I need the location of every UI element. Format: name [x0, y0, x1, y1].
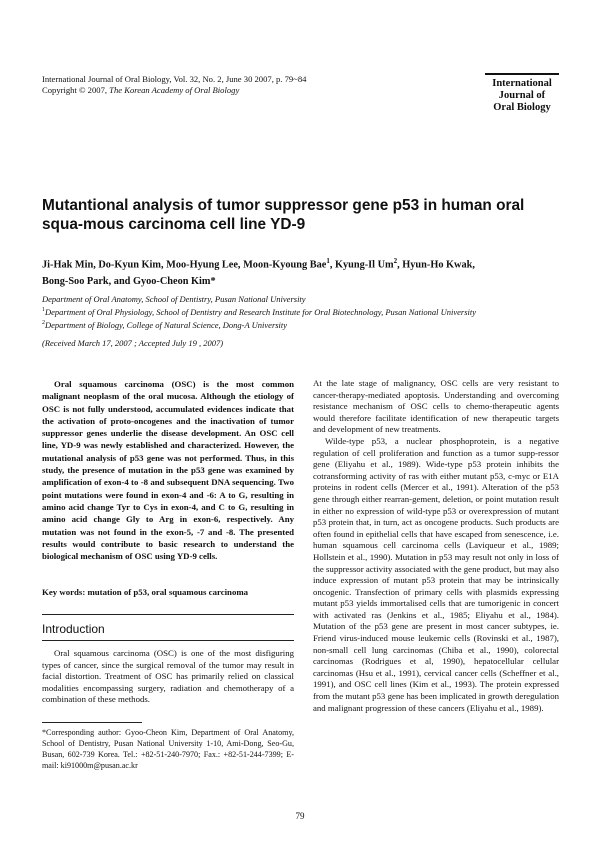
journal-citation-header	[42, 74, 382, 95]
authors-text-2: , Kyung-Il Um	[329, 259, 394, 271]
right-column	[313, 378, 559, 714]
affiliations	[42, 292, 558, 330]
affiliation-sup: 1	[42, 306, 45, 313]
article-title: Mutantional analysis of tumor suppressor gene p53 in human oral squa-mous carcinoma cell line YD-9	[42, 197, 525, 233]
page-number: 79	[295, 811, 305, 821]
intro-rule-bottom	[42, 640, 294, 641]
authors-line-1	[42, 253, 558, 273]
affiliation-0	[42, 292, 558, 305]
introduction-paragraph: Oral squamous carcinoma (OSC) is one of the most disfiguring types of cancer, since the surgical removal of the tumor may result in facial distortion. Treatment of OSC has primarily relied on classical modalities encompassing surgery, radiation and chemotherapy of a combination of these methods.	[42, 648, 294, 705]
section-heading-introduction: Introduction	[42, 622, 105, 636]
badge-line-2: Journal of	[498, 90, 546, 101]
right-paragraph-2: Wilde-type p53, a nuclear phosphoprotein, is a negative regulation of cell proliferation and function as a tumor supp-ressor gene (Eliyahu et al., 1989). Wide-type p53 protein inhibits the cotransforming activity of ras with either mutant p53, c-myc or E1A proteins in rodent cells (Mercer et al., 1991). Alteration of the p53 gene through either rearran-gement, deletion, or point mutation result in either no expression of wild-type p53 or overexpression of mutant p53 protein that, in turn, act as oncogene products. Such products are often found in epithelial cells that have escaped from senescence, i.e. human squamous cell carcinoma cells (Laviqueur et al., 1989; Hollstein et al., 1990). Mutation in p53 may result not only in loss of the suppressor activity associated with the gene product, but may also induce expression of mutant p53 protein that may be intrinsically oncogenic. Transfection of primary cells with plasmids expressing mutant p53 yields immortalised cells that are tumorigenic in concert with activated ras (Jenkins et al., 1985; Eliyahu et al., 1984). Mutation of the p53 gene are present in most cancer subtypes, ie. Friend virus-induced mouse leukemic cells (Rovinski et al., 1987), non-small cell lung carcinomas (Chiba et al., 1990), colorectal carcinomas (Rodrigues et al, 1990), hepatocellular cellular carcinomas (Hsu et al., 1991), cervical cancer cells (Scheffner et al., 1991), and OSC cell lines (Kim et al., 1993). The protein expressed from the mutant p53 gene has been implicated in growth deregulation and malignant progression of these cancers (Eliyahu et al., 1989).	[313, 435, 559, 713]
copyright-line	[42, 85, 382, 96]
abstract: Oral squamous carcinoma (OSC) is the most common malignant neoplasm of the oral mucosa. Although the etiology of OSC is not fully understood, accumulated evidences indicate that the activation of proto-oncogenes and the inactivation of tumor suppressor genes underlie the disease development. An OSC cell line, YD-9 was newly established and characterized. However, the mutational analysis of p53 gene was not performed. Thus, in this study, the presence of mutation in the p53 gene was examined by amplification of exon-4 to -8 and subsequent DNA sequencing. Two point mutations were found in exon-4 and -6: A to G, resulting in amino acid change Tyr to Cys in exon-4, and C to G, resulting in amino acid change Gly to Arg in exon-6, respectively. Any mutation was not found in the exon-5, -7 and -8. The presented results would contribute to basic research to understand the biological mechanism of OSC using YD-9 cells.	[42, 379, 294, 562]
affiliation-text: Department of Biology, College of Natural Science, Dong-A University	[45, 319, 288, 330]
affiliation-1	[42, 305, 558, 318]
author-affil-sup: 2	[393, 257, 398, 265]
author-list	[42, 253, 558, 290]
citation-line: International Journal of Oral Biology, Vol. 32, No. 2, June 30 2007, p. 79~84	[42, 74, 307, 84]
copyright-prefix: Copyright © 2007,	[42, 84, 110, 95]
journal-badge	[485, 73, 559, 114]
badge-line-1: International	[492, 78, 552, 89]
badge-top-bar	[485, 73, 559, 75]
affiliation-text: Department of Oral Physiology, School of Dentistry and Research Institute for Oral Biotechnology, Pusan National University	[45, 306, 477, 317]
affiliation-text: Department of Oral Anatomy, School of Dentistry, Pusan National University	[42, 293, 306, 304]
corresponding-author-footnote: *Corresponding author: Gyoo-Cheon Kim, Department of Oral Anatomy, School of Dentistry, Pusan National University 1-10, Ami-Dong, Seo-Gu, Busan, 602-739 Korea. Tel.: +82-51-240-7970; Fax.: +82-51-244-7399; E-mail: ki91000m@pusan.ac.kr	[42, 728, 294, 770]
intro-rule-top	[42, 614, 294, 615]
affiliation-2	[42, 318, 558, 331]
authors-text-1: Ji-Hak Min, Do-Kyun Kim, Moo-Hyung Lee, Moon-Kyoung Bae	[42, 259, 327, 271]
author-affil-sup: 1	[326, 257, 330, 265]
right-paragraph-1: At the late stage of malignancy, OSC cells are very resistant to cancer-therapy-mediated apoptosis. Understanding and overcoming resistance mechanism of OSC cells to chemo-therapeutic agents would therefore facilitate identification of new therapeutic targets and development of new treatments.	[313, 378, 559, 435]
keywords: Key words: mutation of p53, oral squamous carcinoma	[42, 587, 249, 597]
affiliation-sup: 2	[42, 319, 45, 326]
authors-line-2: Bong-Soo Park, and Gyoo-Cheon Kim*	[42, 276, 216, 288]
authors-text-3: , Hyun-Ho Kwak,	[397, 259, 475, 271]
copyright-org: The Korean Academy of Oral Biology	[109, 84, 240, 95]
badge-line-3: Oral Biology	[493, 102, 551, 113]
footnote-rule	[42, 722, 142, 723]
received-dates: (Received March 17, 2007 ; Accepted July 19 , 2007)	[42, 338, 224, 348]
